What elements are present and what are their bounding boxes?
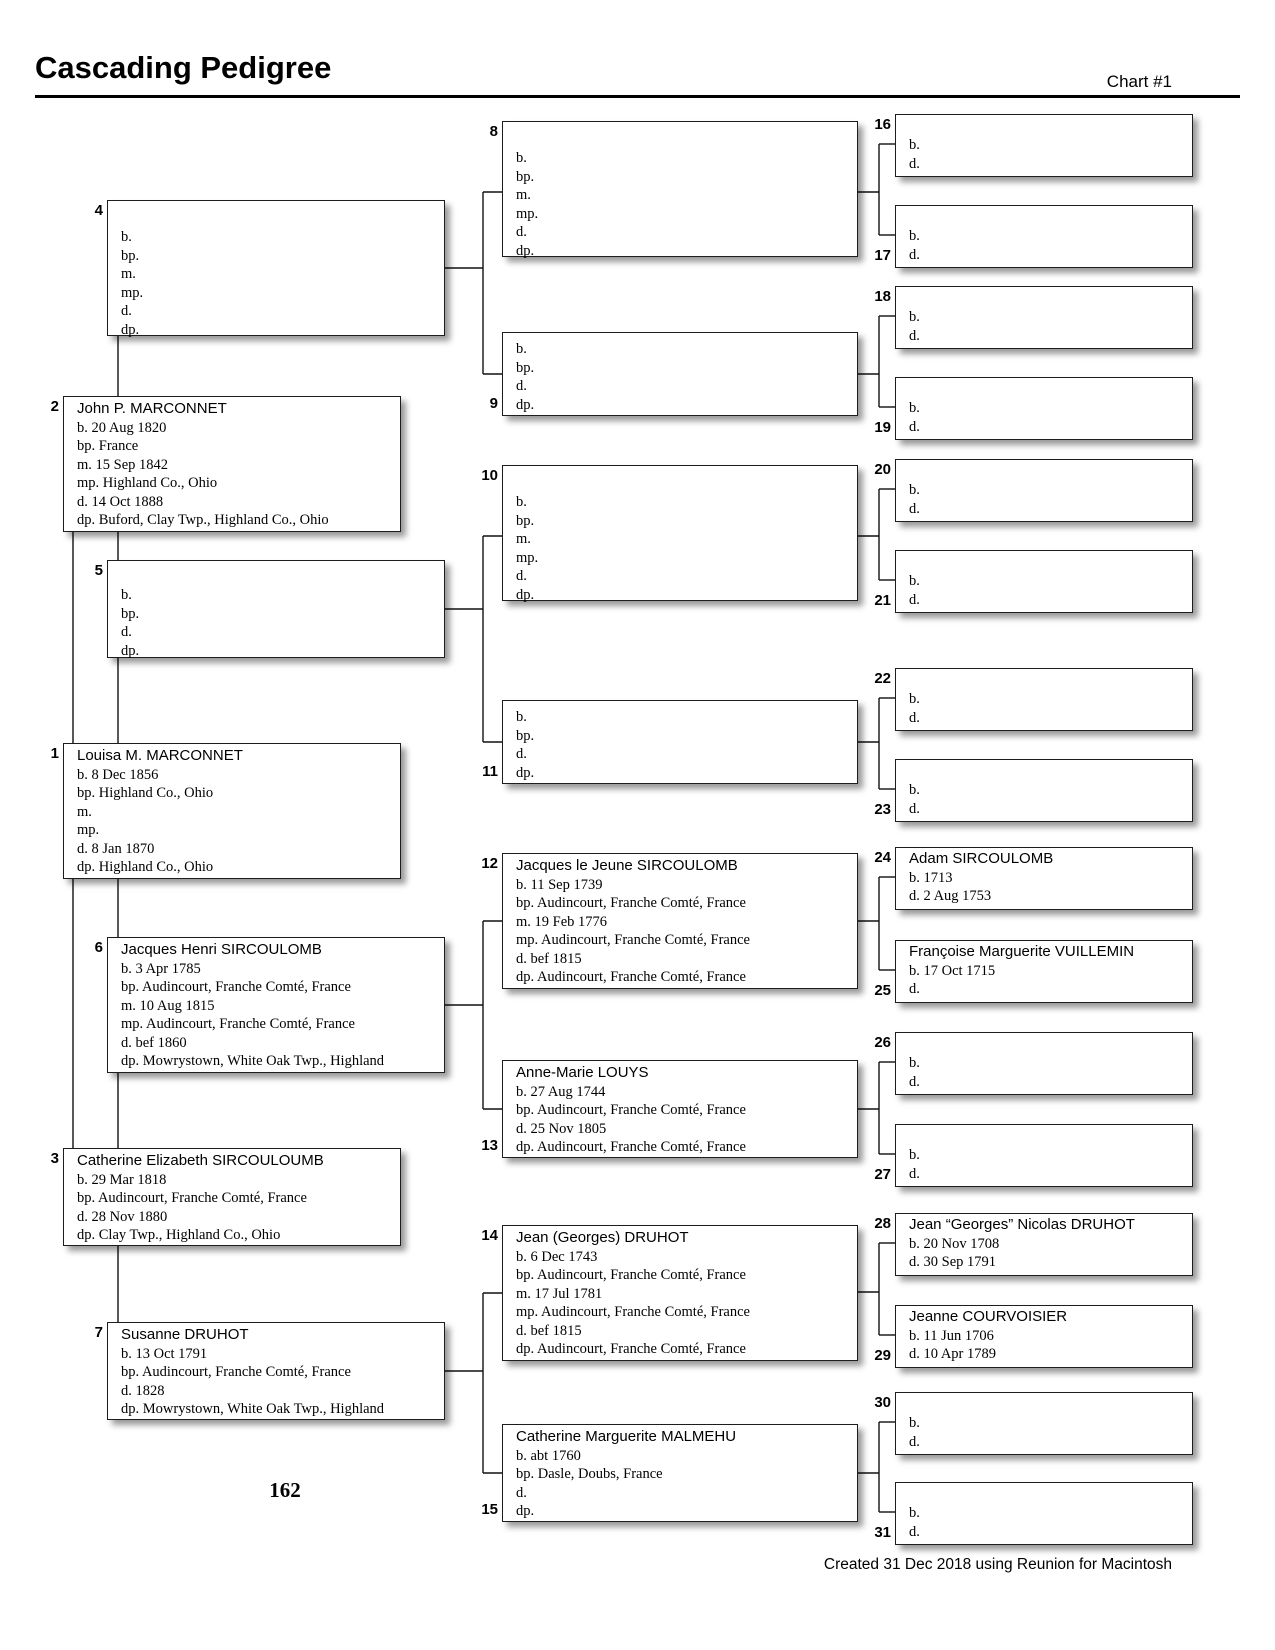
- person-field: bp. Audincourt, Franche Comté, France: [516, 1267, 746, 1283]
- person-box-16: [895, 114, 1193, 177]
- person-field: dp.: [516, 586, 535, 603]
- person-field: d.: [516, 568, 527, 584]
- person-field: d.: [516, 378, 527, 394]
- person-field: d.: [121, 624, 132, 640]
- person-field: d.: [909, 591, 920, 608]
- person-box-19: [895, 377, 1193, 440]
- person-field: b.: [516, 150, 527, 166]
- person-number-15: 15: [481, 1501, 498, 1518]
- person-field: dp.: [121, 321, 140, 338]
- person-name: John P. MARCONNET: [77, 400, 227, 417]
- person-field: d.: [909, 1073, 920, 1090]
- person-field: b. 17 Oct 1715: [909, 962, 996, 979]
- person-field: b. 11 Sep 1739: [516, 876, 603, 893]
- person-field: d.: [909, 155, 920, 172]
- person-number-1: 1: [50, 745, 59, 762]
- person-field: d. 14 Oct 1888: [77, 493, 164, 510]
- person-name: Catherine Elizabeth SIRCOULOUMB: [77, 1152, 324, 1169]
- person-field: m.: [516, 187, 531, 203]
- person-box-27: [895, 1124, 1193, 1187]
- person-box-31: [895, 1482, 1193, 1545]
- person-number-2: 2: [50, 398, 59, 415]
- person-field: d. 10 Apr 1789: [909, 1346, 996, 1362]
- person-field: mp.: [516, 205, 539, 222]
- person-field: d. bef 1815: [516, 1322, 582, 1339]
- person-field: d. bef 1815: [516, 950, 582, 967]
- person-name: Jeanne COURVOISIER: [909, 1308, 1068, 1325]
- person-number-24: 24: [874, 849, 891, 866]
- page-title: Cascading Pedigree: [35, 50, 332, 85]
- person-field: d.: [909, 1165, 920, 1182]
- person-field: b. abt 1760: [516, 1447, 581, 1464]
- person-box-15: [502, 1424, 858, 1522]
- person-box-13: [502, 1060, 858, 1158]
- person-number-22: 22: [874, 670, 891, 687]
- person-number-27: 27: [874, 1166, 891, 1183]
- person-field: d.: [909, 246, 920, 263]
- person-field: d. 1828: [121, 1382, 165, 1399]
- person-field: dp. Audincourt, Franche Comté, France: [516, 1139, 746, 1155]
- person-number-14: 14: [481, 1227, 498, 1244]
- person-box-7: [107, 1322, 445, 1420]
- person-field: b.: [909, 573, 920, 589]
- person-name: Susanne DRUHOT: [121, 1326, 249, 1343]
- person-field: b.: [121, 229, 132, 245]
- person-number-7: 7: [94, 1324, 103, 1341]
- person-field: mp. Audincourt, Franche Comté, France: [516, 1304, 750, 1320]
- person-field: d.: [909, 500, 920, 517]
- person-box-8: [502, 121, 858, 257]
- person-number-8: 8: [489, 123, 498, 140]
- person-box-28: [895, 1213, 1193, 1276]
- person-number-17: 17: [874, 247, 891, 264]
- page-number: 162: [269, 1478, 301, 1502]
- person-field: b. 8 Dec 1856: [77, 766, 159, 783]
- person-field: b. 1713: [909, 869, 953, 886]
- person-box-17: [895, 205, 1193, 268]
- person-box-2: [63, 396, 401, 532]
- person-number-20: 20: [874, 461, 891, 478]
- person-field: b. 6 Dec 1743: [516, 1248, 598, 1265]
- person-field: d.: [516, 224, 527, 240]
- person-box-21: [895, 550, 1193, 613]
- person-field: b.: [909, 137, 920, 153]
- person-name: Jean (Georges) DRUHOT: [516, 1229, 689, 1246]
- person-number-13: 13: [481, 1137, 498, 1154]
- person-box-4: [107, 200, 445, 336]
- person-field: b.: [909, 1055, 920, 1071]
- person-field: mp.: [77, 822, 100, 838]
- person-number-3: 3: [50, 1150, 59, 1167]
- person-field: b.: [516, 494, 527, 510]
- person-field: bp. Audincourt, Franche Comté, France: [121, 1364, 351, 1380]
- person-field: b. 29 Mar 1818: [77, 1171, 167, 1188]
- person-field: d. 30 Sep 1791: [909, 1254, 996, 1270]
- person-field: d.: [909, 1433, 920, 1450]
- person-field: b. 11 Jun 1706: [909, 1327, 994, 1344]
- person-field: mp.: [121, 284, 144, 301]
- person-field: d.: [909, 981, 920, 997]
- person-name: Jean “Georges” Nicolas DRUHOT: [909, 1216, 1135, 1233]
- person-field: dp.: [516, 396, 535, 413]
- person-field: b. 3 Apr 1785: [121, 960, 201, 977]
- person-field: d.: [516, 1484, 527, 1501]
- person-field: bp.: [516, 359, 535, 376]
- person-field: mp. Audincourt, Franche Comté, France: [121, 1016, 355, 1032]
- person-box-12: [502, 853, 858, 989]
- person-box-10: [502, 465, 858, 601]
- person-field: bp.: [516, 512, 535, 529]
- person-field: b.: [909, 1147, 920, 1163]
- person-number-9: 9: [489, 395, 498, 412]
- person-box-5: [107, 560, 445, 658]
- person-number-23: 23: [874, 801, 891, 818]
- person-box-24: [895, 847, 1193, 910]
- person-field: b.: [909, 1505, 920, 1521]
- chart-number-label: Chart #1: [1106, 72, 1172, 91]
- person-box-1: [63, 743, 401, 879]
- person-field: m.: [77, 803, 92, 820]
- person-field: d. 2 Aug 1753: [909, 888, 992, 904]
- person-field: dp. Mowrystown, White Oak Twp., Highland: [121, 1053, 385, 1069]
- person-field: bp. Audincourt, Franche Comté, France: [516, 1102, 746, 1118]
- person-field: dp. Clay Twp., Highland Co., Ohio: [77, 1227, 281, 1243]
- person-field: b.: [909, 228, 920, 244]
- person-field: b.: [121, 587, 132, 603]
- person-field: d. 8 Jan 1870: [77, 840, 155, 857]
- person-field: d.: [909, 327, 920, 344]
- person-number-4: 4: [94, 202, 103, 219]
- person-field: m. 19 Feb 1776: [516, 913, 608, 930]
- person-box-9: [502, 332, 858, 416]
- person-number-30: 30: [874, 1394, 891, 1411]
- person-field: mp. Highland Co., Ohio: [77, 475, 218, 491]
- person-field: mp.: [516, 549, 539, 566]
- person-number-21: 21: [874, 592, 891, 609]
- person-field: d.: [909, 418, 920, 435]
- person-number-10: 10: [481, 467, 498, 484]
- person-field: d.: [516, 746, 527, 762]
- person-field: bp. Audincourt, Franche Comté, France: [121, 979, 351, 995]
- person-field: d.: [909, 709, 920, 726]
- person-field: d.: [909, 800, 920, 817]
- person-box-6: [107, 937, 445, 1073]
- person-field: bp. France: [77, 438, 139, 454]
- person-field: b.: [909, 309, 920, 325]
- person-field: dp. Buford, Clay Twp., Highland Co., Ohio: [77, 512, 329, 528]
- person-field: d. 25 Nov 1805: [516, 1120, 607, 1137]
- person-field: m.: [121, 266, 136, 282]
- person-field: bp.: [121, 247, 140, 264]
- person-field: d.: [909, 1523, 920, 1540]
- person-field: bp.: [121, 605, 140, 622]
- person-number-25: 25: [874, 982, 891, 999]
- person-field: b. 20 Aug 1820: [77, 419, 167, 436]
- person-box-23: [895, 759, 1193, 822]
- person-field: dp. Audincourt, Franche Comté, France: [516, 1341, 746, 1357]
- person-field: dp.: [121, 642, 140, 659]
- person-field: m.: [516, 531, 531, 547]
- person-name: Jacques le Jeune SIRCOULOMB: [516, 857, 738, 874]
- person-field: b.: [516, 341, 527, 357]
- person-field: mp. Audincourt, Franche Comté, France: [516, 932, 750, 948]
- person-field: bp. Audincourt, Franche Comté, France: [516, 895, 746, 911]
- person-name: Louisa M. MARCONNET: [77, 747, 243, 764]
- person-number-11: 11: [482, 763, 498, 780]
- person-field: dp. Audincourt, Franche Comté, France: [516, 969, 746, 985]
- person-number-28: 28: [874, 1215, 891, 1232]
- person-number-18: 18: [874, 288, 891, 305]
- person-field: b. 20 Nov 1708: [909, 1235, 1000, 1252]
- person-box-25: [895, 940, 1193, 1003]
- person-box-14: [502, 1225, 858, 1361]
- person-box-11: [502, 700, 858, 784]
- person-field: m. 15 Sep 1842: [77, 456, 169, 473]
- person-name: Françoise Marguerite VUILLEMIN: [909, 943, 1135, 960]
- person-field: b.: [909, 1415, 920, 1431]
- person-field: b.: [909, 691, 920, 707]
- person-number-16: 16: [874, 116, 891, 133]
- person-name: Adam SIRCOULOMB: [909, 850, 1054, 867]
- person-number-12: 12: [481, 855, 498, 872]
- person-field: b. 13 Oct 1791: [121, 1345, 208, 1362]
- person-number-5: 5: [94, 562, 103, 579]
- person-number-31: 31: [874, 1524, 891, 1541]
- person-field: dp. Highland Co., Ohio: [77, 859, 214, 875]
- person-field: bp.: [516, 168, 535, 185]
- person-number-29: 29: [874, 1347, 891, 1364]
- person-field: d. 28 Nov 1880: [77, 1208, 168, 1225]
- person-field: dp.: [516, 242, 535, 259]
- person-field: bp. Dasle, Doubs, France: [516, 1466, 663, 1482]
- person-number-6: 6: [94, 939, 103, 956]
- person-field: d. bef 1860: [121, 1034, 187, 1051]
- person-box-29: [895, 1305, 1193, 1368]
- person-box-30: [895, 1392, 1193, 1455]
- person-field: d.: [121, 303, 132, 319]
- person-number-19: 19: [874, 419, 891, 436]
- person-field: b.: [909, 782, 920, 798]
- person-field: bp. Audincourt, Franche Comté, France: [77, 1190, 307, 1206]
- person-box-20: [895, 459, 1193, 522]
- person-field: m. 10 Aug 1815: [121, 997, 215, 1014]
- person-field: b.: [516, 709, 527, 725]
- person-box-22: [895, 668, 1193, 731]
- person-field: b.: [909, 400, 920, 416]
- person-box-3: [63, 1148, 401, 1246]
- person-field: dp. Mowrystown, White Oak Twp., Highland: [121, 1401, 385, 1417]
- person-name: Anne-Marie LOUYS: [516, 1064, 649, 1081]
- person-name: Jacques Henri SIRCOULOMB: [121, 941, 322, 958]
- person-field: b. 27 Aug 1744: [516, 1083, 606, 1100]
- person-field: dp.: [516, 1503, 535, 1519]
- person-field: bp.: [516, 727, 535, 744]
- person-box-18: [895, 286, 1193, 349]
- person-field: dp.: [516, 764, 535, 781]
- person-field: m. 17 Jul 1781: [516, 1285, 603, 1302]
- person-number-26: 26: [874, 1034, 891, 1051]
- person-field: bp. Highland Co., Ohio: [77, 785, 214, 801]
- person-box-26: [895, 1032, 1193, 1095]
- person-name: Catherine Marguerite MALMEHU: [516, 1428, 737, 1445]
- footer-credit: Created 31 Dec 2018 using Reunion for Macintosh: [823, 1556, 1172, 1573]
- person-field: b.: [909, 482, 920, 498]
